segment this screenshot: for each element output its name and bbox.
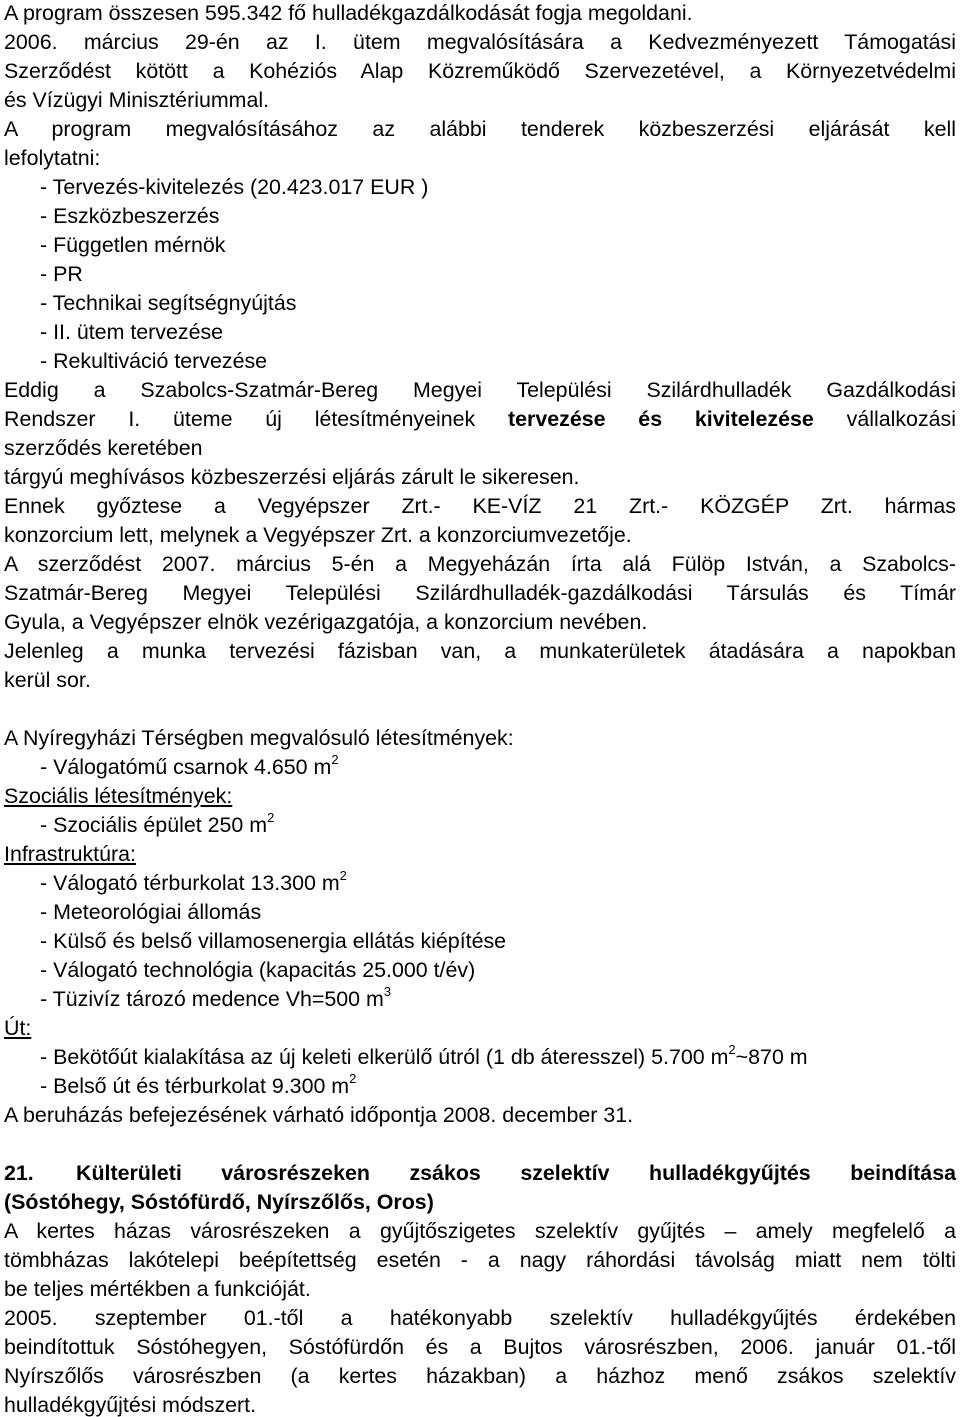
- text-line: konzorcium lett, melynek a Vegyépszer Zrt. a konzorciumvezetője.: [4, 523, 632, 547]
- text-line: Nyírszőlős városrészben (a kertes házakban) a házhoz menő zsákos szelektív: [4, 1364, 956, 1388]
- text-fragment: vállalkozási: [813, 407, 956, 431]
- list-item: [40, 868, 347, 895]
- list-item: - II. ütem tervezése: [40, 320, 224, 344]
- text-line: A beruházás befejezésének várható időpontja 2008. december 31.: [4, 1103, 634, 1127]
- text-line: Ennek győztese a Vegyépszer Zrt.- KE-VÍZ 21 Zrt.- KÖZGÉP Zrt. hármas: [4, 494, 956, 518]
- text-line: Jelenleg a munka tervezési fázisban van, a munkaterületek átadására a napokban: [4, 639, 956, 663]
- bold-text: tervezése és kivitelezése: [508, 407, 814, 431]
- list-item: [40, 1071, 357, 1098]
- list-item: [40, 1042, 808, 1069]
- text-line: be teljes mértékben a funkcióját.: [4, 1277, 311, 1301]
- text-line: tömbházas lakótelepi beépítettség esetén - a nagy ráhordási távolság miatt nem tölti: [4, 1248, 956, 1272]
- text-line: [4, 409, 956, 430]
- text-line: A program összesen 595.342 fő hulladékgazdálkodását fogja megoldani.: [4, 1, 693, 25]
- text-line: és Vízügyi Minisztériummal.: [4, 88, 270, 112]
- text-line: Szatmár-Bereg Megyei Települési Szilárdhulladék-gazdálkodási Társulás és Tímár: [4, 581, 956, 605]
- text-fragment: - Bekötőút kialakítása az új keleti elkerülő útról (1 db áteresszel) 5.700 m: [40, 1045, 729, 1069]
- subsection-heading: Szociális létesítmények:: [4, 784, 233, 808]
- text-fragment: ~870 m: [735, 1045, 808, 1069]
- subsection-heading: Infrastruktúra:: [4, 842, 136, 866]
- list-item: - Technikai segítségnyújtás: [40, 291, 297, 315]
- list-item: [40, 984, 392, 1011]
- superscript: 3: [383, 984, 392, 999]
- text-line: A kertes házas városrészeken a gyűjtőszigetes szelektív gyűjtés – amely megfelelő a: [4, 1219, 956, 1243]
- subsection-heading: Út:: [4, 1016, 32, 1040]
- text-fragment: - Tüzivíz tározó medence Vh=500 m: [40, 987, 384, 1011]
- text-line: A program megvalósításához az alábbi tenderek közbeszerzési eljárását kell: [4, 117, 956, 141]
- section-title: (Sóstóhegy, Sóstófürdő, Nyírszőlős, Oros): [4, 1190, 434, 1214]
- list-item: - Válogató technológia (kapacitás 25.000 t/év): [40, 958, 476, 982]
- list-item: - Meteorológiai állomás: [40, 900, 262, 924]
- list-item: - Eszközbeszerzés: [40, 204, 220, 228]
- section-heading: A Nyíregyházi Térségben megvalósuló létesítmények:: [4, 726, 514, 750]
- text-line: tárgyú meghívásos közbeszerzési eljárás zárult le sikeresen.: [4, 465, 580, 489]
- text-line: 2006. március 29-én az I. ütem megvalósítására a Kedvezményezett Támogatási: [4, 30, 956, 54]
- superscript: 2: [331, 752, 339, 767]
- text-line: Eddig a Szabolcs-Szatmár-Bereg Megyei Települési Szilárdhulladék Gazdálkodási: [4, 378, 956, 402]
- superscript: 2: [267, 810, 275, 825]
- text-fragment: - Belső út és térburkolat 9.300 m: [40, 1074, 350, 1098]
- superscript: 2: [349, 1071, 357, 1086]
- list-item: [40, 752, 339, 779]
- text-fragment: - Szociális épület 250 m: [40, 813, 268, 837]
- section-title: [4, 1163, 956, 1184]
- list-item: - Külső és belső villamosenergia ellátás kiépítése: [40, 929, 507, 953]
- text-line: hulladékgyűjtési módszert.: [4, 1393, 257, 1417]
- text-line: szerződés keretében: [4, 436, 203, 460]
- text-fragment: - Válogató térburkolat 13.300 m: [40, 871, 340, 895]
- section-title-text: Külterületi városrészeken zsákos szelektív hulladékgyűjtés beindítása: [76, 1161, 956, 1185]
- list-item: - Tervezés-kivitelezés (20.423.017 EUR ): [40, 175, 429, 199]
- list-item: [40, 810, 275, 837]
- text-line: lefolytatni:: [4, 146, 101, 170]
- superscript: 2: [339, 868, 347, 883]
- text-line: kerül sor.: [4, 668, 91, 692]
- text-fragment: Rendszer I. üteme új létesítményeinek: [4, 407, 508, 431]
- list-item: - PR: [40, 262, 83, 286]
- list-item: - Rekultiváció tervezése: [40, 349, 268, 373]
- text-line: Szerződést kötött a Kohéziós Alap Közreműködő Szervezetével, a Környezetvédelmi: [4, 59, 956, 83]
- section-number: 21.: [4, 1161, 34, 1185]
- text-line: 2005. szeptember 01.-től a hatékonyabb szelektív hulladékgyűjtés érdekében: [4, 1306, 956, 1330]
- text-line: A szerződést 2007. március 5-én a Megyeházán írta alá Fülöp István, a Szabolcs-: [4, 552, 956, 576]
- text-line: Gyula, a Vegyépszer elnök vezérigazgatója, a konzorcium nevében.: [4, 610, 648, 634]
- text-line: beindítottuk Sóstóhegyen, Sóstófürdőn és a Bujtos városrészben, 2006. január 01.-től: [4, 1335, 956, 1359]
- text-fragment: - Válogatómű csarnok 4.650 m: [40, 755, 332, 779]
- superscript: 2: [728, 1042, 736, 1057]
- list-item: - Független mérnök: [40, 233, 226, 257]
